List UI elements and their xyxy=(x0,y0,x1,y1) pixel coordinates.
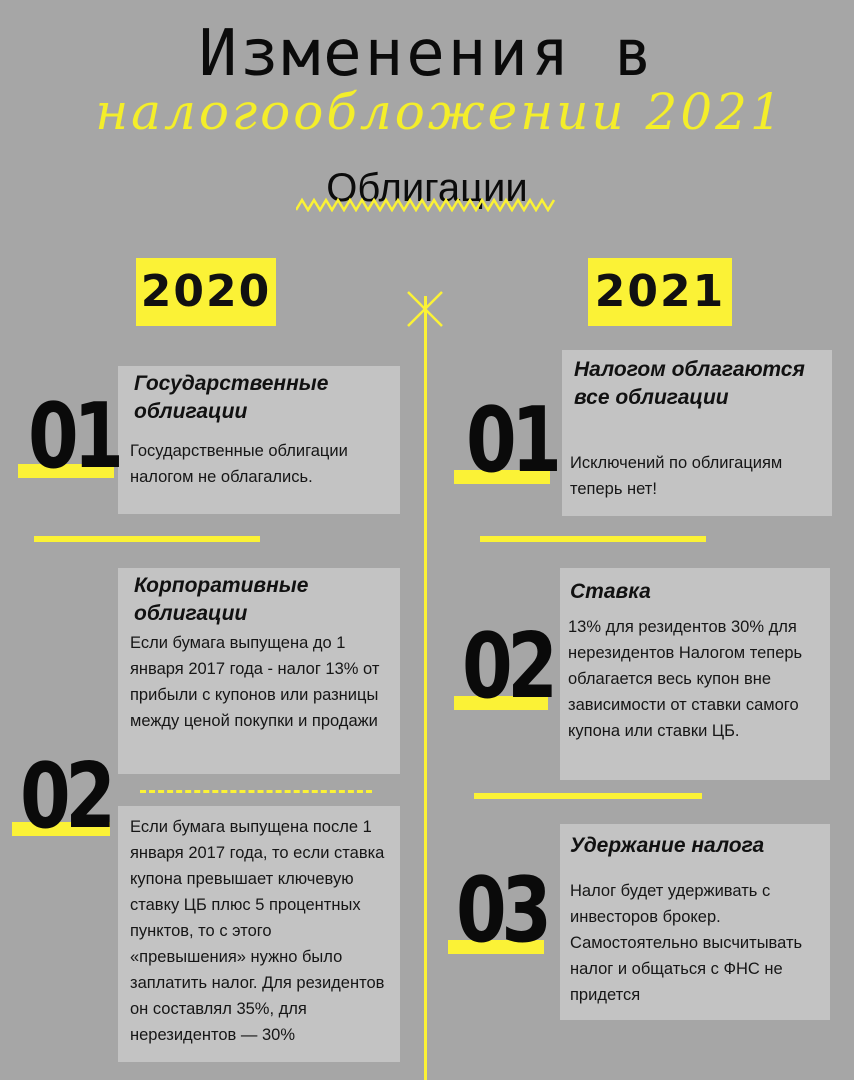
divider xyxy=(480,536,706,542)
card-left-02a xyxy=(118,568,400,774)
subtitle: Облигации xyxy=(326,166,528,210)
number-right-03: 03 xyxy=(456,858,547,963)
card-text: Если бумага выпущена до 1 января 2017 года - налог 13% от прибыли с купонов или разницы между ценой покупки и продажи xyxy=(130,634,380,730)
number-left-01: 01 xyxy=(28,384,119,489)
dashed-divider xyxy=(140,790,372,793)
year-badge-2021: 2021 xyxy=(588,258,732,326)
card-text: 13% для резидентов 30% для нерезидентов Налогом теперь облагается весь купон вне зависимости от ставки самого купона или ставки ЦБ. xyxy=(568,618,803,740)
title-line1: Изменения в xyxy=(198,17,656,91)
card-title: Налогом облагаются все облигации xyxy=(574,358,805,409)
card-text: Государственные облигации налогом не облагались. xyxy=(130,442,348,486)
title-line2: налогообложении 2021 xyxy=(95,83,785,141)
card-title: Ставка xyxy=(570,580,651,603)
card-text: Исключений по облигациям теперь нет! xyxy=(570,454,783,498)
card-right-03 xyxy=(560,824,830,1020)
card-left-01 xyxy=(118,366,400,514)
card-title: Государственные облигации xyxy=(134,372,329,423)
number-left-02: 02 xyxy=(20,744,111,849)
card-right-01 xyxy=(562,350,832,516)
divider xyxy=(34,536,260,542)
card-title: Удержание налога xyxy=(570,834,765,857)
card-title: Корпоративные облигации xyxy=(134,574,309,625)
timeline-line xyxy=(424,296,427,1080)
zigzag-underline-icon xyxy=(296,196,556,212)
card-text: Если бумага выпущена после 1 января 2017 года, то если ставка купона превышает ключевую ставку ЦБ плюс 5 процентных пунктов, то с этого «превышения» нужно было заплатить налог. Для резидентов он составлял 35%, для нерезидентов — 30% xyxy=(130,818,385,1044)
number-right-02: 02 xyxy=(462,614,553,719)
year-badge-2020: 2020 xyxy=(136,258,276,326)
card-left-02b xyxy=(118,806,400,1062)
card-right-02 xyxy=(560,568,830,780)
card-text: Налог будет удерживать с инвесторов брокер. Самостоятельно высчитывать налог и общаться с ФНС не придется xyxy=(570,882,803,1004)
divider xyxy=(474,793,702,799)
number-right-01: 01 xyxy=(466,388,557,493)
